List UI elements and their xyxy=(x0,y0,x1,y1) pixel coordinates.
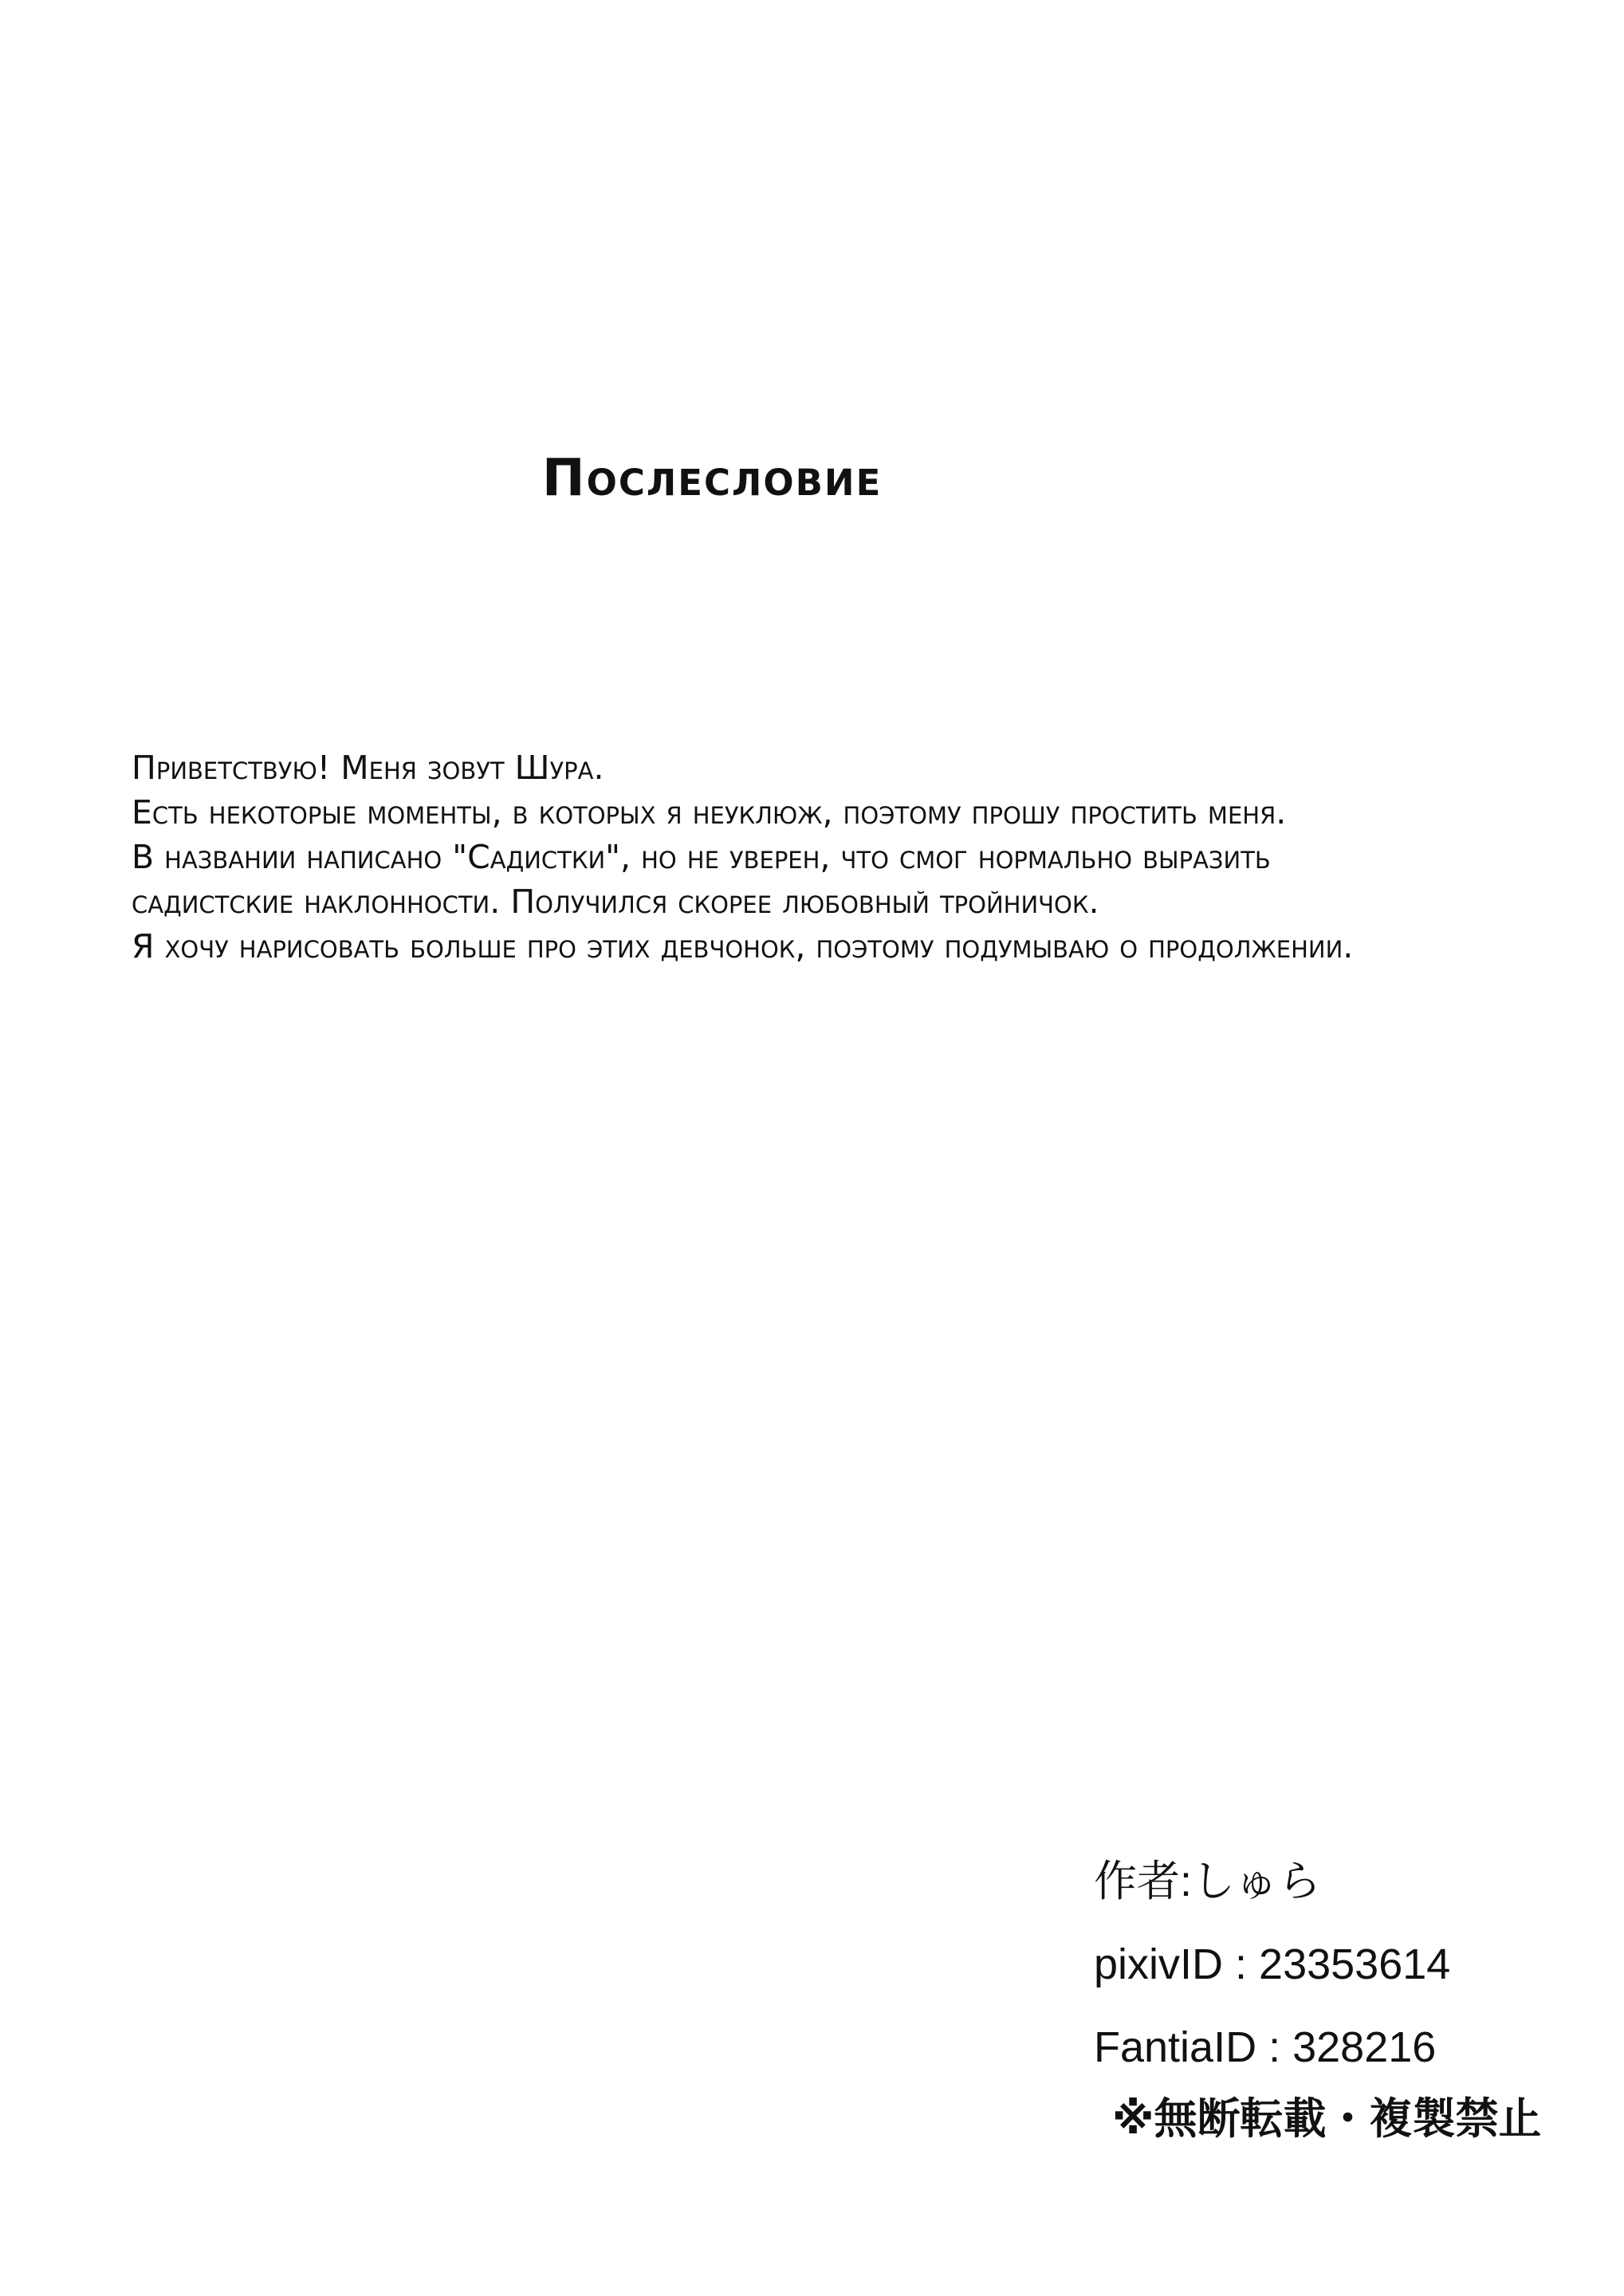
copyright-notice: ※無断転載・複製禁止 xyxy=(1112,2094,1542,2144)
body-line: В названии написано "Садистки", но не уверен, что смог нормально выразить xyxy=(132,838,1271,876)
pixiv-id: pixivID : 23353614 xyxy=(1094,1940,1451,1988)
author-credits xyxy=(1094,1858,1450,2106)
author-name: 作者:しゅら xyxy=(1094,1858,1322,1905)
body-line: Приветствую! Меня зовут Шура. xyxy=(132,749,604,787)
page-title: Послесловие xyxy=(542,448,883,508)
body-line: садистские наклонности. Получился скорее любовный тройничок. xyxy=(132,883,1099,921)
afterword-body xyxy=(132,745,1583,969)
body-line: Есть некоторые моменты, в которых я неуклюж, поэтому прошу простить меня. xyxy=(132,793,1287,832)
fantia-id: FantiaID : 328216 xyxy=(1094,2023,1437,2071)
body-line: Я хочу нарисовать больше про этих девчонок, поэтому подумываю о продолжении. xyxy=(132,927,1354,965)
